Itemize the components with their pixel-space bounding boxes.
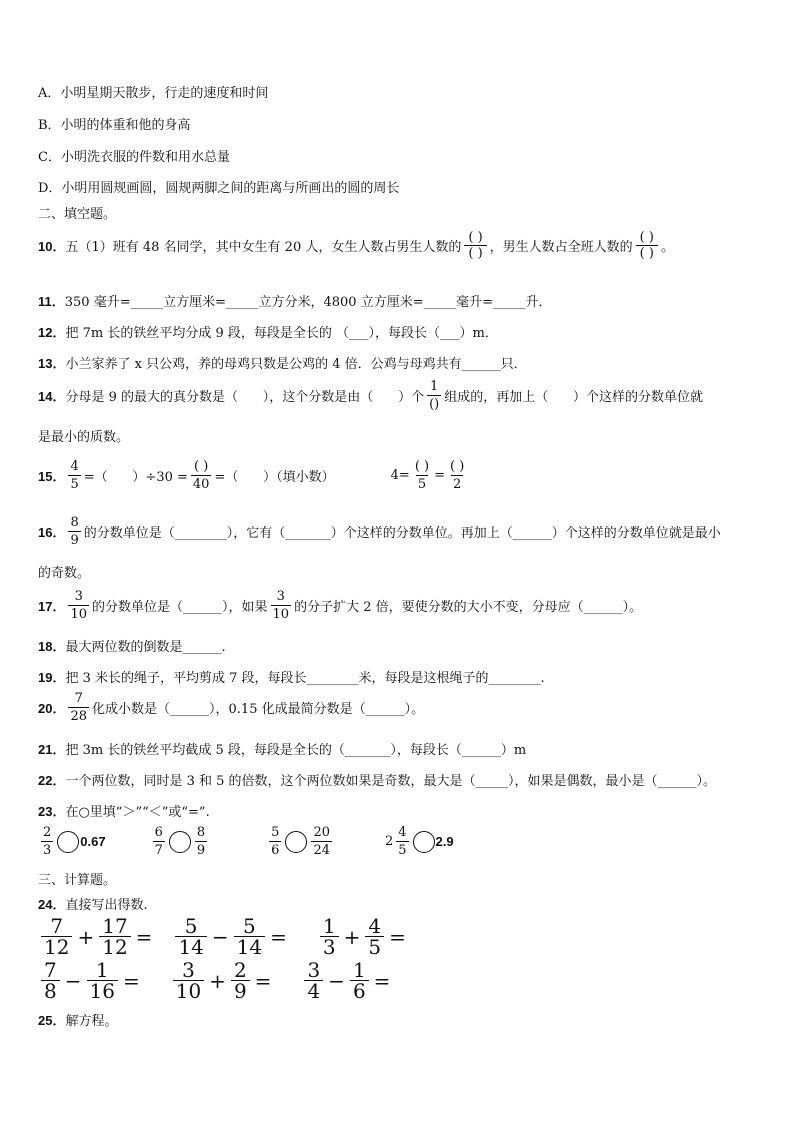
question-10: 10． 五（1）班有 48 名同学，其中女生有 20 人，女生人数占男生人数的 $\frac{( )}{( )}$ ，男生人数占全班人数的 $\frac{( )}{( )}$ 。 <box>38 230 674 261</box>
fraction: $\frac{8}{9}$ <box>196 825 206 858</box>
fraction: $\frac{17}{12}$ <box>99 916 130 957</box>
calc-row-1: $\frac{7}{12}$ + $\frac{17}{12}$ = $\frac{5}{14}$ − $\frac{5}{14}$ = $\frac{1}{3}$ + $\frac{4}{5}$ = <box>38 916 408 957</box>
section-heading-fill-blank: 二、填空题。 <box>38 207 117 222</box>
blank-fraction: $\frac{( )}{2}$ <box>450 459 465 492</box>
fraction: $\frac{7}{8}$ <box>41 960 60 1001</box>
question-16-continued: 的奇数。 <box>38 566 91 581</box>
compare-circle[interactable] <box>57 831 79 853</box>
fraction: $\frac{4}{5}$ <box>398 825 407 858</box>
compare-circle[interactable] <box>285 831 307 853</box>
fraction: $\frac{7}{12}$ <box>41 916 72 957</box>
choice-d: D．小明用圆规画圆，圆规两脚之间的距离与所画出的圆的周长 <box>38 181 400 196</box>
calc-row-2: $\frac{7}{8}$ − $\frac{1}{16}$ = $\frac{3}{10}$ + $\frac{2}{9}$ = $\frac{3}{4}$ − $\frac{1}{6}$ = <box>38 960 392 1001</box>
fraction: $\frac{5}{6}$ <box>271 825 280 858</box>
fraction: $\frac{6}{7}$ <box>154 825 163 858</box>
question-11: 11． 350 毫升=_____立方厘米=_____立方分米，4800 立方厘米=_____毫升=_____升． <box>38 294 552 310</box>
fraction: $\frac{20}{24}$ <box>313 825 330 858</box>
fraction: $\frac{4}{5}$ <box>70 459 79 492</box>
fraction: $\frac{3}{4}$ <box>304 960 323 1001</box>
question-19: 19． 把 3 米长的绳子，平均剪成 7 段，每段长________米，每段是这根绳子的________. <box>38 670 545 686</box>
choice-a: A．小明星期天散步，行走的速度和时间 <box>38 86 269 101</box>
compare-circle[interactable] <box>169 831 191 853</box>
question-23: 23． 在○里填“＞”“＜”或“=”. <box>38 804 210 820</box>
question-21: 21． 把 3m 长的铁丝平均截成 5 段，每段是全长的（_______），每段长（______）m <box>38 742 527 758</box>
choice-b: B．小明的体重和他的身高 <box>38 118 191 133</box>
question-17: 17． $\frac{3}{10}$ 的分数单位是（______），如果 $\frac{3}{10}$ 的分子扩大 2 倍，要使分数的大小不变，分母应（______）。 <box>38 589 643 622</box>
question-14: 14． 分母是 9 的最大的真分数是（ ），这个分数是由（ ）个 $\frac{1}{()}$ 组成的，再加上（ ）个这样的分数单位就 <box>38 379 704 412</box>
fraction: $\frac{3}{10}$ <box>70 589 88 622</box>
question-25: 25． 解方程。 <box>38 1013 118 1029</box>
fraction: $\frac{5}{14}$ <box>175 916 206 957</box>
question-24: 24． 直接写出得数. <box>38 897 148 913</box>
fraction: $\frac{2}{9}$ <box>231 960 250 1001</box>
question-12: 12． 把 7m 长的铁丝平均分成 9 段，每段是全长的 （___），每段长（___）m． <box>38 325 498 341</box>
fraction: $\frac{1}{16}$ <box>87 960 118 1001</box>
fraction: $\frac{3}{10}$ <box>173 960 204 1001</box>
blank-fraction: $\frac{( )}{5}$ <box>414 459 430 492</box>
question-20: 20． $\frac{7}{28}$ 化成小数是（______），0.15 化成最简分数是（______）。 <box>38 691 425 724</box>
fraction: $\frac{5}{14}$ <box>234 916 265 957</box>
choice-c: C．小明洗衣服的件数和用水总量 <box>38 150 230 165</box>
fraction: $\frac{1}{6}$ <box>350 960 369 1001</box>
question-16: 16． $\frac{8}{9}$ 的分数单位是（________），它有（_______）个这样的分数单位。再加上（______）个这样的分数单位就是最小 <box>38 515 721 548</box>
fraction: $\frac{8}{9}$ <box>70 515 79 548</box>
question-22: 22． 一个两位数，同时是 3 和 5 的倍数，这个两位数如果是奇数，最大是（_____），如果是偶数，最小是（______）。 <box>38 773 717 789</box>
section-heading-calculation: 三、计算题。 <box>38 873 117 888</box>
fraction: $\frac{7}{28}$ <box>70 691 88 724</box>
compare-circle[interactable] <box>413 831 435 853</box>
question-13: 13． 小兰家养了 x 只公鸡，养的母鸡只数是公鸡的 4 倍．公鸡与母鸡共有______只． <box>38 356 527 372</box>
fraction: $\frac{2}{3}$ <box>43 825 52 858</box>
fraction: $\frac{4}{5}$ <box>365 916 384 957</box>
question-15: 15． $\frac{4}{5}$ =（ ）÷30 = $\frac{( )}{40}$ =（ ）（填小数） 4= $\frac{( )}{5}$ = $\frac{( )}{2}$ <box>38 459 465 492</box>
comparison-row: $\frac{2}{3}$ 0.67 $\frac{6}{7}$ $\frac{8}{9}$ $\frac{5}{6}$ $\frac{20}{24}$ 2 $\frac{4}{5}$ 2.9 <box>43 825 454 858</box>
question-14-continued: 是最小的质数。 <box>38 430 130 445</box>
unit-fraction: $\frac{1}{()}$ <box>429 379 440 412</box>
fraction: $\frac{3}{10}$ <box>272 589 290 622</box>
blank-fraction: $\frac{( )}{40}$ <box>192 459 210 492</box>
blank-fraction: $\frac{( )}{( )}$ <box>464 230 486 261</box>
question-18: 18． 最大两位数的倒数是______. <box>38 639 226 655</box>
fraction: $\frac{1}{3}$ <box>320 916 339 957</box>
blank-fraction: $\frac{( )}{( )}$ <box>636 230 658 261</box>
